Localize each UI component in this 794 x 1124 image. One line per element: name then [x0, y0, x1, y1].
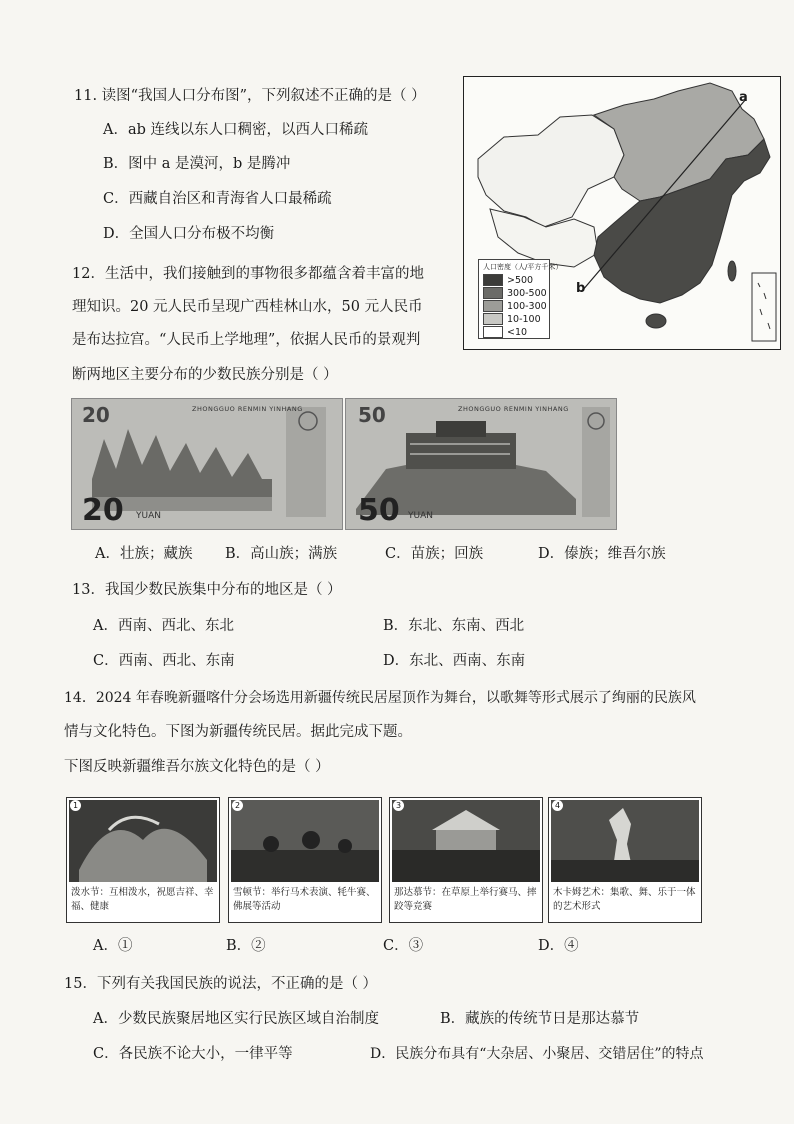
photo-card-2: [228, 797, 382, 923]
photo-caption: 木卡姆艺术：集歌、舞、乐于一体的艺术形式: [553, 887, 696, 912]
q12-option-c: C．苗族；回族: [385, 546, 484, 562]
note-50-denom-top: 50: [358, 403, 386, 427]
q15-option-c: C．各民族不论大小，一律平等: [93, 1046, 293, 1062]
photo-number: 4: [552, 800, 563, 811]
legend-label: 100-300: [507, 300, 547, 312]
q13-option-b: B．东北、东南、西北: [383, 618, 525, 634]
note-50-header: ZHONGGUO RENMIN YINHANG: [458, 405, 569, 413]
q13-option-d: D．东北、西南、东南: [383, 653, 526, 669]
note-50-yuan: YUAN: [408, 511, 433, 521]
q14-option-a: A．①: [93, 938, 133, 954]
legend-swatch: [483, 300, 503, 312]
q14-option-c: C．③: [383, 938, 424, 954]
note-20-header: ZHONGGUO RENMIN YINHANG: [192, 405, 303, 413]
water-splashing-image: [69, 800, 217, 882]
q11-option-c: C．西藏自治区和青海省人口最稀疏: [103, 191, 332, 207]
q11-stem: 11. 读图“我国人口分布图”，下列叙述不正确的是（ ）: [74, 88, 426, 104]
note-20-denom: 20: [82, 493, 124, 528]
legend-title: 人口密度（人/平方千米）: [483, 263, 563, 271]
legend-row: [483, 300, 547, 312]
q13-option-c: C．西南、西北、东南: [93, 653, 235, 669]
q11-option-d: D．全国人口分布极不均衡: [103, 226, 275, 242]
q15-option-a: A．少数民族聚居地区实行民族区域自治制度: [93, 1011, 379, 1027]
population-map: [463, 76, 781, 350]
map-label-b: b: [576, 281, 586, 296]
q12-line-2: 理知识。20 元人民币呈现广西桂林山水，50 元人民币: [72, 299, 423, 315]
note-20-denom-top: 20: [82, 403, 110, 427]
q15-option-d: D．民族分布具有“大杂居、小聚居、交错居住”的特点: [370, 1046, 704, 1062]
photo-number: 1: [70, 800, 81, 811]
q14-line-1: 14．2024 年春晚新疆喀什分会场选用新疆传统民居屋顶作为舞台，以歌舞等形式展示了绚丽的民族风: [64, 690, 696, 706]
legend-swatch: [483, 326, 503, 338]
photo-caption: 泼水节：互相泼水，祝愿吉祥、幸福、健康: [71, 887, 214, 912]
photo-caption: 雪顿节：举行马术表演、牦牛赛、佛展等活动: [233, 887, 376, 912]
legend-row: [483, 326, 527, 338]
legend-swatch: [483, 274, 503, 286]
photo-card-3: [389, 797, 543, 923]
photo-card-4: [548, 797, 702, 923]
q12-option-d: D．傣族；维吾尔族: [538, 546, 666, 562]
note-20-yuan: YUAN: [136, 511, 161, 521]
legend-label: 300-500: [507, 287, 547, 299]
q13-option-a: A．西南、西北、东北: [93, 618, 234, 634]
shoton-festival-photo: [231, 800, 379, 882]
map-label-a: a: [739, 90, 748, 105]
photo-caption: 那达慕节：在草原上举行赛马、摔跤等竞赛: [394, 887, 537, 912]
legend-swatch: [483, 287, 503, 299]
q15-option-b: B．藏族的传统节日是那达慕节: [440, 1011, 640, 1027]
photo-number: 3: [393, 800, 404, 811]
q14-option-b: B．②: [226, 938, 266, 954]
q14-line-3: 下图反映新疆维吾尔族文化特色的是（ ）: [64, 759, 330, 775]
naadam-festival-image: [392, 800, 540, 882]
legend-row: [483, 313, 541, 325]
water-splashing-photo: [69, 800, 217, 882]
q14-line-2: 情与文化特色。下图为新疆传统民居。据此完成下题。: [64, 724, 412, 740]
q14-option-d: D．④: [538, 938, 579, 954]
note-50-denom: 50: [358, 493, 400, 528]
muqam-art-image: [551, 800, 699, 882]
q11-option-b: B．图中 a 是漠河，b 是腾冲: [103, 156, 291, 172]
q12-line-3: 是布达拉宫。“人民币上学地理”，依据人民币的景观判: [72, 332, 421, 348]
shoton-festival-image: [231, 800, 379, 882]
q12-option-a: A．壮族；藏族: [95, 546, 193, 562]
map-legend: [478, 259, 563, 339]
q13-stem: 13．我国少数民族集中分布的地区是（ ）: [72, 582, 342, 598]
muqam-art-photo: [551, 800, 699, 882]
legend-label: <10: [507, 326, 528, 338]
photo-card-1: [66, 797, 220, 923]
q12-line-4: 断两地区主要分布的少数民族分别是（ ）: [72, 367, 338, 383]
legend-label: 10-100: [507, 313, 541, 325]
q12-option-b: B．高山族；满族: [225, 546, 338, 562]
q15-stem: 15．下列有关我国民族的说法，不正确的是（ ）: [64, 976, 378, 992]
banknote-50: [345, 398, 617, 530]
legend-label: >500: [507, 274, 534, 286]
legend-row: [483, 287, 547, 299]
banknote-20: [71, 398, 343, 530]
q12-line-1: 12．生活中，我们接触到的事物很多都蕴含着丰富的地: [72, 266, 424, 282]
legend-swatch: [483, 313, 503, 325]
legend-row: [483, 274, 533, 286]
q11-option-a: A．ab 连线以东人口稠密，以西人口稀疏: [103, 122, 369, 138]
naadam-festival-photo: [392, 800, 540, 882]
photo-number: 2: [232, 800, 243, 811]
